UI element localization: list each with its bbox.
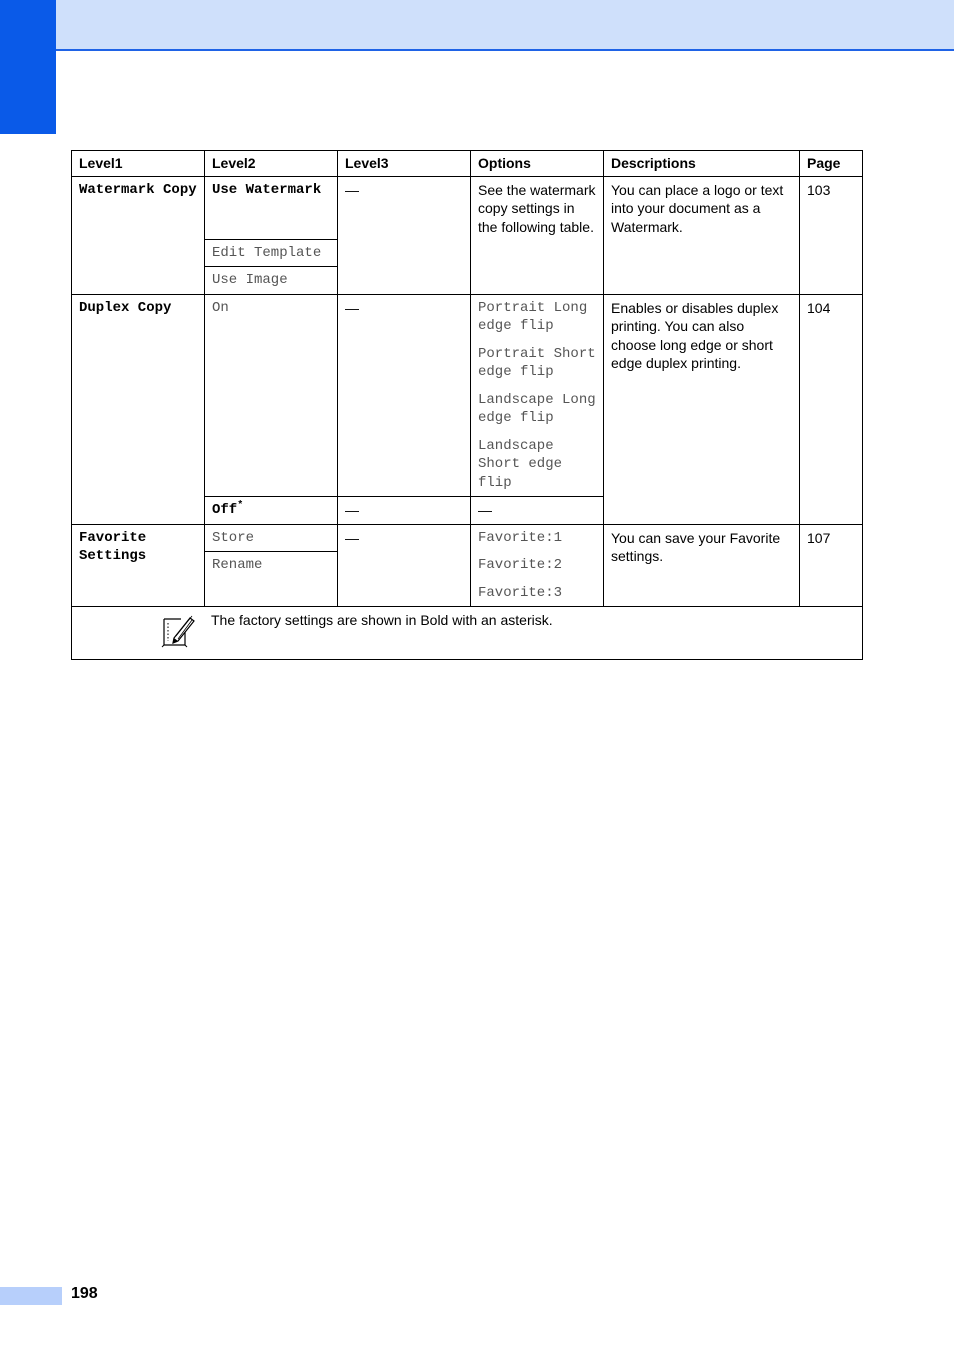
- level2-cell: Edit Template: [205, 239, 338, 267]
- note-text: The factory settings are shown in Bold with an asterisk.: [211, 612, 553, 628]
- level2-cell: Rename: [205, 552, 338, 607]
- col-header-level2: Level2: [205, 151, 338, 177]
- chapter-tab: [0, 0, 56, 134]
- options-cell: [471, 524, 604, 607]
- col-header-level3: Level3: [338, 151, 471, 177]
- level1-cell: Favorite Settings: [72, 524, 205, 607]
- options-cell: [471, 294, 604, 497]
- description-cell: Enables or disables duplex printing. You can also choose long edge or short edge duplex printing.: [604, 294, 800, 524]
- description-cell: You can save your Favorite settings.: [604, 524, 800, 607]
- page-number-tab: [0, 1287, 62, 1305]
- level2-cell: Store: [205, 524, 338, 552]
- page-cell: 107: [800, 524, 863, 607]
- page-cell: 103: [800, 176, 863, 294]
- option-item: Landscape Short edge flip: [478, 437, 563, 491]
- level2-cell: Use Watermark: [205, 176, 338, 239]
- option-item: Favorite:1: [478, 529, 563, 546]
- level3-cell: —: [338, 497, 471, 525]
- level1-cell: Duplex Copy: [72, 294, 205, 524]
- options-cell: —: [471, 497, 604, 525]
- level1-cell: Watermark Copy: [72, 176, 205, 294]
- table-row: [72, 176, 863, 239]
- col-header-page: Page: [800, 151, 863, 177]
- table-row: [72, 524, 863, 552]
- level2-cell: Use Image: [205, 267, 338, 295]
- option-item: Favorite:2: [478, 557, 563, 573]
- default-value: Off: [212, 502, 238, 518]
- option-item: Portrait Short edge flip: [478, 345, 596, 380]
- note-pencil-icon: [161, 614, 197, 648]
- level2-cell: [205, 497, 338, 525]
- level2-cell: On: [205, 294, 338, 497]
- note-cell: [72, 607, 863, 660]
- col-header-options: Options: [471, 151, 604, 177]
- col-header-level1: Level1: [72, 151, 205, 177]
- header-band: [0, 0, 954, 51]
- level3-cell: —: [338, 524, 471, 607]
- default-asterisk: *: [237, 500, 244, 512]
- option-item: Favorite:3: [478, 584, 563, 601]
- level3-cell: —: [338, 294, 471, 497]
- table-row: [72, 294, 863, 497]
- page-cell: 104: [800, 294, 863, 524]
- description-cell: You can place a logo or text into your document as a Watermark.: [604, 176, 800, 294]
- page-number: 198: [71, 1285, 98, 1302]
- note-row: [72, 607, 863, 660]
- header-row: [72, 151, 863, 177]
- option-item: Portrait Long edge flip: [478, 299, 588, 334]
- option-item: Landscape Long edge flip: [478, 391, 596, 426]
- level3-cell: —: [338, 176, 471, 294]
- settings-table: [71, 150, 863, 660]
- options-cell: See the watermark copy settings in the following table.: [471, 176, 604, 294]
- col-header-descriptions: Descriptions: [604, 151, 800, 177]
